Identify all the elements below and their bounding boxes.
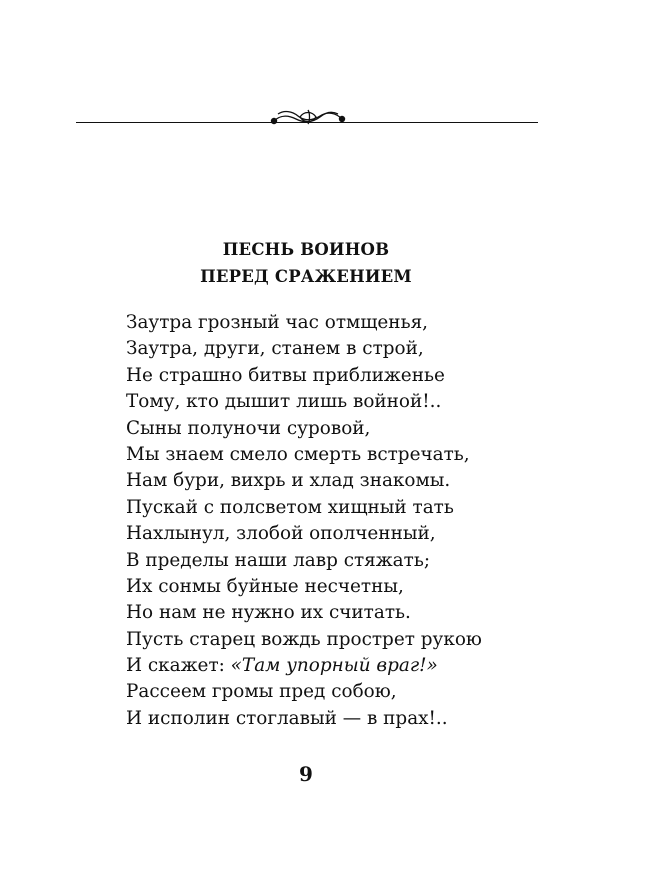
- poem-line: Нам бури, вихрь и хлад знакомы.: [126, 470, 451, 492]
- poem-line: Пусть старец вождь прострет рукою: [126, 628, 482, 650]
- poem-quote-line: [126, 653, 526, 679]
- poem-quote-italic: «Там упорный враг!»: [230, 655, 438, 677]
- poem-line: Но нам не нужно их считать.: [126, 602, 411, 624]
- poem-line: Заутра грозный час отмщенья,: [126, 312, 429, 333]
- poem-line: Сыны полуночи суровой,: [126, 417, 371, 439]
- poem-line: Их сонмы буйные несчетны,: [126, 575, 404, 597]
- poem-line: Не страшно битвы приближенье: [126, 364, 445, 386]
- scroll-flourish-icon: [266, 103, 350, 129]
- poem-title-line: ПЕРЕД СРАЖЕНИЕМ: [200, 267, 412, 286]
- poem-title: [0, 236, 612, 290]
- poem-line: Рассеем громы пред собою,: [126, 681, 397, 703]
- poem-line: И исполин стоглавый — в прах!..: [126, 707, 448, 729]
- poem-body: [126, 310, 526, 732]
- poem-line: В пределы наши лавр стяжать;: [126, 549, 431, 571]
- poem-title-line: ПЕСНЬ ВОИНОВ: [222, 240, 390, 259]
- poem-line: Мы знаем смело смерть встречать,: [126, 443, 470, 465]
- poem-line: Нахлынул, злобой ополченный,: [126, 523, 436, 545]
- poem-line: Пускай с полсветом хищный тать: [126, 496, 454, 518]
- poem-line: Тому, кто дышит лишь войной!..: [126, 391, 442, 413]
- poem-line: Заутра, други, станем в строй,: [126, 338, 424, 360]
- page-number: 9: [299, 762, 313, 786]
- poem-quote-prefix: И скажет:: [126, 655, 231, 677]
